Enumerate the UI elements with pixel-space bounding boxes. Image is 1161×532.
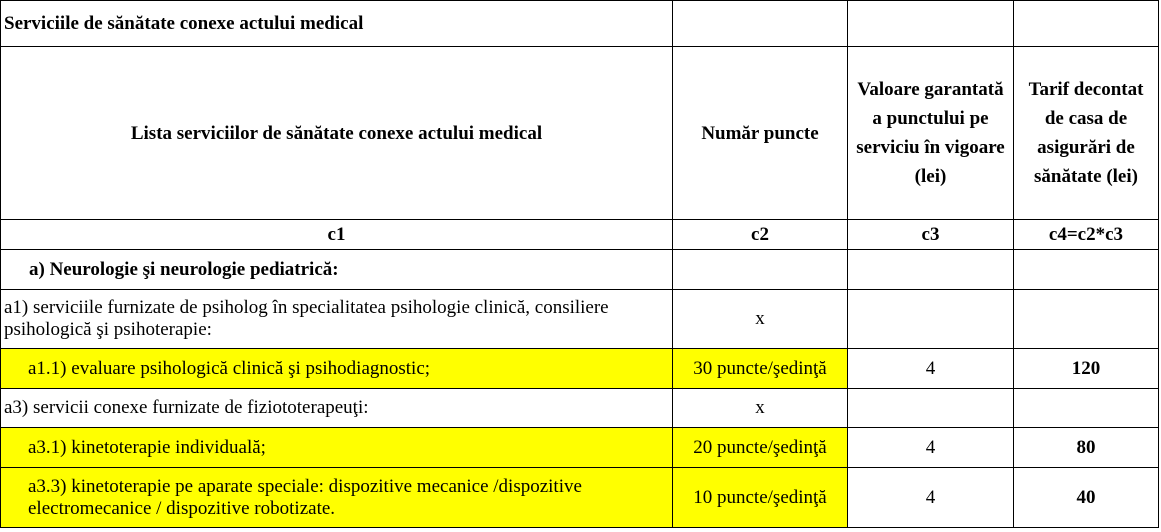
header-points: Număr puncte [673,47,848,220]
service-label: a3.1) kinetoterapie individuală; [1,428,673,468]
table-row [1,290,1159,349]
value-cell [848,290,1014,349]
service-label: a3) servicii conexe furnizate de fiziototerapeuţi: [1,389,673,428]
tariff-cell [1014,389,1159,428]
empty-cell [1014,1,1159,47]
value-cell: 4 [848,349,1014,389]
empty-cell [673,250,848,290]
points-cell: 20 puncte/şedinţă [673,428,848,468]
points-cell: x [673,290,848,349]
value-cell [848,389,1014,428]
table-row [1,428,1159,468]
service-label: a1.1) evaluare psihologică clinică şi psihodiagnostic; [1,349,673,389]
table-row [1,349,1159,389]
service-label: a1) serviciile furnizate de psiholog în specialitatea psihologie clinică, consiliere psihologică şi psihoterapie: [1,290,673,349]
code-c4: c4=c2*c3 [1014,220,1159,250]
header-tariff: Tarif decontat de casa de asigurări de sănătate (lei) [1014,47,1159,220]
code-c2: c2 [673,220,848,250]
tariff-cell: 120 [1014,349,1159,389]
table-row [1,389,1159,428]
points-cell: x [673,389,848,428]
column-codes-row [1,220,1159,250]
tariff-cell: 80 [1014,428,1159,468]
tariff-cell: 40 [1014,468,1159,528]
empty-cell [1014,250,1159,290]
points-cell: 10 puncte/şedinţă [673,468,848,528]
value-cell: 4 [848,428,1014,468]
service-label: a3.3) kinetoterapie pe aparate speciale: dispozitive mecanice /dispozitive electromecanice / dispozitive robotizate. [1,468,673,528]
code-c1: c1 [1,220,673,250]
empty-cell [848,250,1014,290]
header-point-value: Valoare garantată a punctului pe serviciu în vigoare (lei) [848,47,1014,220]
title-row [1,1,1159,47]
header-row [1,47,1159,220]
value-cell: 4 [848,468,1014,528]
section-title: a) Neurologie şi neurologie pediatrică: [1,250,673,290]
table-title: Serviciile de sănătate conexe actului medical [1,1,673,47]
empty-cell [848,1,1014,47]
code-c3: c3 [848,220,1014,250]
points-cell: 30 puncte/şedinţă [673,349,848,389]
table-row [1,468,1159,528]
empty-cell [673,1,848,47]
tariff-cell [1014,290,1159,349]
header-services-list: Lista serviciilor de sănătate conexe actului medical [1,47,673,220]
section-row [1,250,1159,290]
